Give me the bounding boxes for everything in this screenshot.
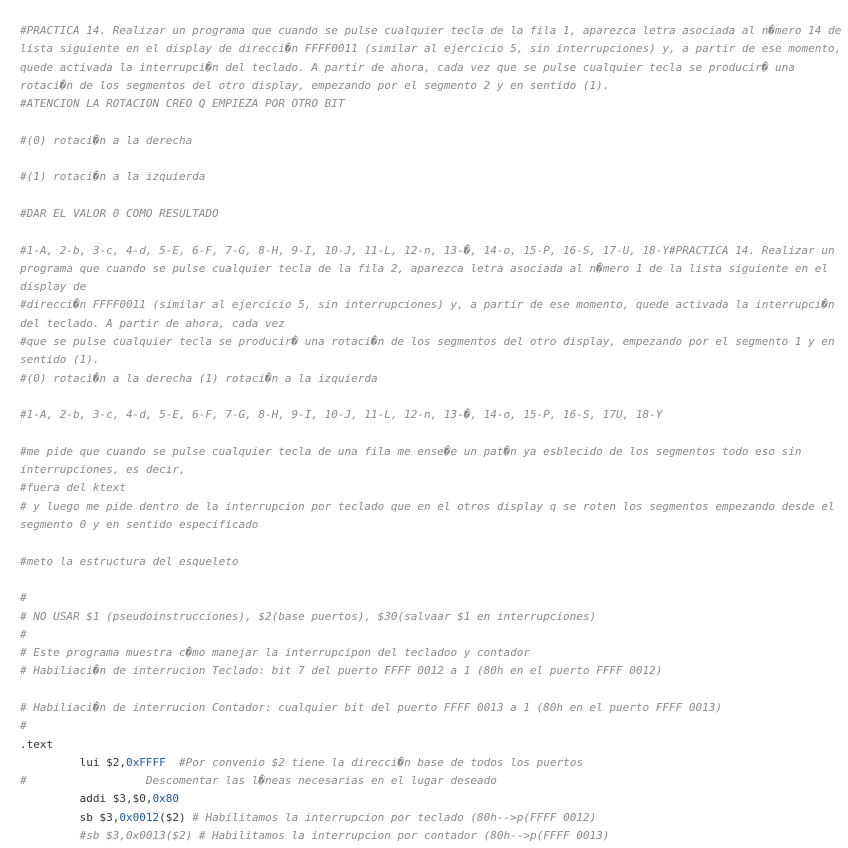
- code-instruction: [20, 829, 80, 842]
- code-comment: #(1) rotaci�n a la izquierda: [20, 170, 206, 184]
- code-number: 0x0012: [119, 810, 160, 824]
- code-line: [20, 827, 846, 845]
- code-instruction: lui $2,: [20, 755, 126, 769]
- code-comment: # Habiliaci�n de interrucion Contador: cualquier bit del puerto FFFF 0013 a 1 (80h en el puerto FFFF 0013): [20, 700, 722, 714]
- code-line: [20, 754, 846, 772]
- code-comment: #fuera del ktext: [20, 481, 126, 495]
- code-instruction: addi $3,$0,: [20, 792, 153, 806]
- code-instruction: ($2): [159, 810, 186, 824]
- code-line: [20, 333, 846, 370]
- code-comment: #1-A, 2-b, 3-c, 4-d, 5-E, 6-F, 7-G, 8-H, 9-I, 10-J, 11-L, 12-n, 13-�, 14-o, 15-P, 16-S, 17-U, 18-Y#PRACTICA 14. Realizar un programa que cuando se pulse cualquier tecla de la fila 2, aparezca letra asociada al n�mero 1 de la lista siguiente en el display de: [20, 243, 842, 294]
- code-editor: [20, 22, 846, 845]
- code-line: [20, 608, 846, 626]
- code-comment: # Habilitamos la interrupcion por teclado (80h-->p(FFFF 0012): [185, 810, 597, 824]
- code-comment: # Descomentar las l�neas necesarias en el lugar deseado: [20, 774, 497, 788]
- code-comment: #direcci�n FFFF0011 (similar al ejercicio 5, sin interrupciones) y, a partir de ese momento, quede activada la interrupci�n del teclado. A partir de ahora, cada vez: [20, 298, 842, 330]
- code-line: [20, 187, 846, 205]
- code-comment: #1-A, 2-b, 3-c, 4-d, 5-E, 6-F, 7-G, 8-H, 9-I, 10-J, 11-L, 12-n, 13-�, 14-o, 15-P, 16-S, 17U, 18-Y: [20, 408, 663, 422]
- code-line: [20, 242, 846, 297]
- code-comment: #meto la estructura del esqueleto: [20, 554, 239, 568]
- code-line: [20, 479, 846, 497]
- code-line: [20, 406, 846, 424]
- code-comment: #: [20, 627, 27, 641]
- code-line: [20, 644, 846, 662]
- code-comment: # Habiliaci�n de interrucion Teclado: bit 7 del puerto FFFF 0012 a 1 (80h en el puerto FFFF 0012): [20, 664, 663, 678]
- code-comment: #que se pulse cualquier tecla se producir� una rotaci�n de los segmentos del otro display, empezando por el segmento 1 y en sentido (1).: [20, 335, 842, 367]
- code-line: [20, 699, 846, 717]
- code-comment: # NO USAR $1 (pseudoinstrucciones), $2(base puertos), $30(salvaar $1 en interrupciones): [20, 609, 597, 623]
- code-line: [20, 113, 846, 131]
- code-comment: #me pide que cuando se pulse cualquier tecla de una fila me ense�e un pat�n ya esblecido de los segmentos todo eso sin interrupciones, es decir,: [20, 444, 809, 477]
- code-line: [20, 534, 846, 552]
- code-line: [20, 772, 846, 790]
- code-comment: # y luego me pide dentro de la interrupcion por teclado que en el otros display q se roten los segmentos empezando desde el segmento 0 y en sentido especificado: [20, 499, 842, 532]
- code-line: [20, 498, 846, 535]
- code-comment: #PRACTICA 14. Realizar un programa que cuando se pulse cualquier tecla de la fila 1, aparezca letra asociada al n�mero 14 de lista siguiente en el display de direcci�n FFFF0011 (similar al ejercicio 5, sin interrupciones) y, a partir de ese momento, quede activada la interrupci�n del teclado. A partir de ahora, cada vez que se pulse cualquier tecla se producir� una rotaci�n de los segmentos del otro display, empezando por el segmento 2 y en sentido (1).: [20, 24, 848, 92]
- code-line: [20, 22, 846, 95]
- code-line: [20, 205, 846, 223]
- code-comment: #(0) rotaci�n a la derecha (1) rotaci�n a la izquierda: [20, 371, 378, 385]
- code-line: [20, 95, 846, 113]
- code-instruction: sb $3,: [20, 810, 120, 824]
- code-line: [20, 296, 846, 333]
- code-comment: #ATENCION LA ROTACION CREO Q EMPIEZA POR OTRO BIT: [20, 97, 345, 111]
- code-line: [20, 571, 846, 589]
- code-comment: #sb $3,0x0013($2) # Habilitamos la interrupcion por contador (80h-->p(FFFF 0013): [79, 829, 610, 843]
- code-comment: #Por convenio $2 tiene la direcci�n base de todos los puertos: [165, 755, 583, 769]
- code-line: [20, 425, 846, 443]
- code-line: [20, 626, 846, 644]
- code-line: [20, 790, 846, 808]
- code-line: [20, 736, 846, 754]
- code-text: .text: [20, 737, 54, 751]
- code-comment: # Este programa muestra c�mo manejar la interrupcipon del tecladoo y contador: [20, 646, 530, 660]
- code-line: [20, 553, 846, 571]
- code-line: [20, 223, 846, 241]
- code-number: 0x80: [152, 792, 179, 806]
- code-line: [20, 168, 846, 186]
- code-comment: #DAR EL VALOR 0 COMO RESULTADO: [20, 206, 219, 220]
- code-line: [20, 809, 846, 827]
- code-comment: #: [20, 591, 27, 605]
- code-line: [20, 388, 846, 406]
- code-line: [20, 370, 846, 388]
- code-line: [20, 443, 846, 480]
- code-line: [20, 662, 846, 680]
- code-comment: #: [20, 719, 27, 733]
- code-line: [20, 150, 846, 168]
- code-line: [20, 132, 846, 150]
- code-line: [20, 681, 846, 699]
- code-comment: #(0) rotaci�n a la derecha: [20, 133, 193, 147]
- code-number: 0xFFFF: [125, 755, 166, 769]
- code-line: [20, 717, 846, 735]
- code-line: [20, 589, 846, 607]
